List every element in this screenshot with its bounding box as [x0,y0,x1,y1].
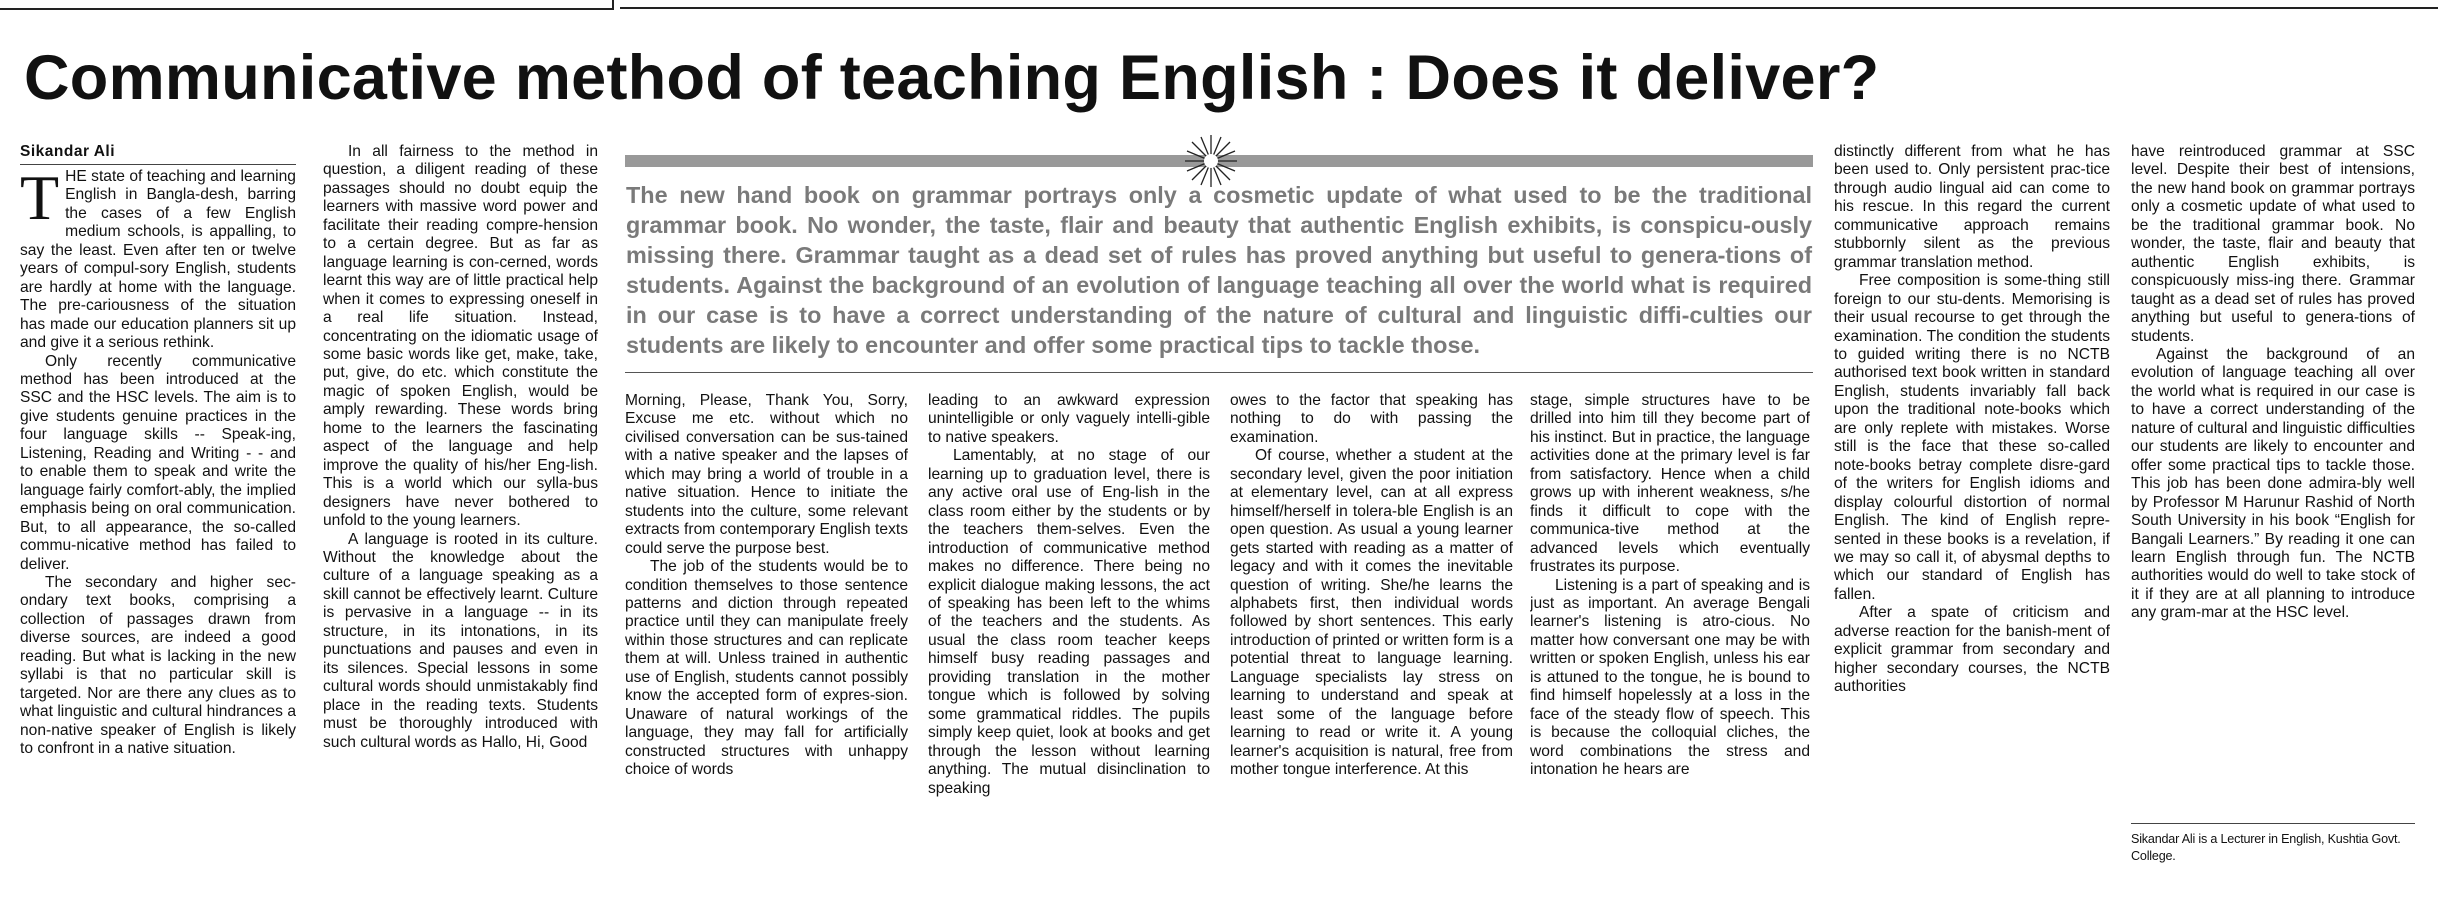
byline: Sikandar Ali [20,143,296,165]
article-column-4 [928,392,1210,897]
article-paragraph: The secondary and higher sec-ondary text books, comprising a collection of passages drawn from diverse sources, are indeed a good reading. But what is lacking in the new syllabi is that no particular skill is targeted. Nor are there any clues as to what linguistic and cultural hindrances a non-native speaker of English is likely to confront in a native situation. [20,573,296,758]
article-paragraph: stage, simple structures have to be drilled into him till they become part of his instinct. But in practice, the language activities done at the primary level is far from satisfactory. Hence when a child grows up with inherent weakness, s/he finds it difficult to cope with the communica-tive method at the advanced levels which eventually frustrates its purpose. [1530,392,1810,576]
author-note: Sikandar Ali is a Lecturer in English, Kushtia Govt. College. [2131,832,2401,863]
top-rule-right [620,0,2438,9]
article-column-6 [1530,392,1810,897]
article-paragraph: owes to the factor that speaking has nothing to do with passing the examination. [1230,392,1513,446]
article-paragraph: Lamentably, at no stage of our learning up to graduation level, there is any active oral use of Eng-lish in the class room either by the students or by the teachers them-selves. Even the introduction of communicative method makes no difference. There being no explicit dialogue making lessons, the act of speaking has been left to the whims of the teachers and the students. As usual the class room teacher keeps himself busy reading passages and providing translation in the mother tongue which is followed by solving some grammatical riddles. The pupils simply keep quiet, look at books and get through the lesson without learning anything. The mutual disinclination to speaking [928,447,1210,797]
article-paragraph: have reintroduced grammar at SSC level. Despite their best of intensions, the new hand book on grammar portrays only a cosmetic update of what used to be the traditional grammar book. No wonder, the taste, flair and beauty that authentic English exhibits, is conspicuously miss-ing there. Grammar taught as a dead set of rules has proved anything but useful to genera-tions of students. [2131,143,2415,345]
article-paragraph: leading to an awkward expression unintelligible or only vaguely intelli-gible to native speakers. [928,392,1210,446]
article-paragraph: distinctly different from what he has been used to. Only persistent prac-tice through audio lingual aid can come to his rescue. In this regard the current communicative approach remains stubbornly silent as the previous grammar translation method. [1834,143,2110,271]
article-paragraph: Listening is a part of speaking and is just as important. An average Bengali learner's listening is atro-cious. No matter how conversant one may be with written or spoken English, unless his ear is attuned to the tongue, he is bound to find himself hopelessly at a loss in the face of the steady flow of speech. This is because the colloquial cliches, the word combinations the stress and intonation he hears are [1530,576,1810,779]
article-column-2 [323,143,598,897]
article-paragraph: Morning, Please, Thank You, Sorry, Excuse me etc. without which no civilised conversation can be sus-tained with a native speaker and the lapses of which may bring a world of trouble in a native situation. Hence to initiate the students into the culture, some relevant extracts from contemporary English texts could serve the purpose best. [625,392,908,557]
article-paragraph: The job of the students would be to condition themselves to those sentence patterns and diction through repeated practice until they can manipulate freely within those structures and can replicate them at will. Unless trained in authentic use of English, students cannot possibly know the accepted form of expres-sion. Unaware of natural workings of the language, they may fall for artificially constructed structures with unhappy choice of words [625,558,908,779]
article-column-5 [1230,392,1513,897]
article-column-3 [625,392,908,897]
pullquote-underline [625,372,1813,373]
top-rule-left [0,0,614,10]
article-paragraph: Against the background of an evolution of language teaching all over the world what is required in our case is to have a correct understanding of the nature of cultural and linguistic difficulties our students are likely to encounter and offer some practical tips to tackle those. This job has been done admira-bly well by Professor M Harunur Rashid of North South University in his book “English for Bangali Learners.” By reading it one can learn English through fun. The NCTB authorities would do well to take stock of it if they are at all planning to introduce any gram-mar at the HSC level. [2131,345,2415,622]
pullquote: The new hand book on grammar portrays only a cosmetic update of what used to be the traditional grammar book. No wonder, the taste, flair and beauty that authentic English exhibits, is conspicu-ously missing there. Grammar taught as a dead set of rules has proved anything but useful to genera-tions of students. Against the background of an evolution of language teaching all over the world what is required in our case is to have a correct understanding of the nature of cultural and linguistic diffi-culties our students are likely to encounter and offer some practical tips to tackle those. [626,182,1812,358]
article-paragraph: Of course, whether a student at the secondary level, given the poor initiation at elementary level, can at all express himself/herself in tolera-ble English is an open question. As usual a young learner gets started with reading as a matter of legacy and with it comes the inevitable question of writing. She/he learns the alphabets first, then individual words followed by short sentences. This early introduction of printed or written form is a potential threat to language learning. Language specialists lay stress on learning to understand and speak at least some of the language before learning to read or write it. A young learner's acquisition is natural, free from mother tongue interference. At this [1230,447,1513,779]
headline: Communicative method of teaching English : Does it deliver? [24,43,1880,113]
article-paragraph: A language is rooted in its culture. Without the knowledge about the culture of a language speaking as a skill cannot be effectively learnt. Culture is pervasive in a language -- in its structure, in its intonations, in its punctuations and pauses and even in its silences. Special lessons in some cultural words should unmistakably find place in the reading texts. Students must be thoroughly introduced with such cultural words as Hallo, Hi, Good [323,530,598,751]
footnote-rule [2131,823,2415,824]
article-paragraph-text: HE state of teaching and learning English in Bangla-desh, barring the cases of a few English medium schools, is appalling, to say the least. Even after ten or twelve years of compul-sory English, students are hardly at home with the language. The pre-cariousness of the situation has made our education planners sit up and give it a serious rethink. [20,168,296,352]
article-paragraph: Free composition is some-thing still foreign to our stu-dents. Memorising is their usual recourse to get through the examination. The condition the students to guided writing there is no NCTB authorised text book written in standard English, students invariably fall back upon the traditional note-books which are only replete with mistakes. Worse still is the face that these so-called note-books betray complete disre-gard of the writers for English idioms and display colourful distortion of normal English. The kind of English repre-sented in these books is a revelation, if we may so call it, of abysmal depths to which our standard of English has fallen. [1834,272,2110,603]
article-column-1 [20,168,296,897]
article-paragraph: After a spate of criticism and adverse reaction for the banish-ment of explicit grammar from secondary and higher secondary courses, the NCTB authorities [1834,604,2110,696]
article-paragraph: Only recently communicative method has been introduced at the SSC and the HSC levels. The aim is to give students genuine practices in the four language skills -- Speak-ing, Listening, Reading and Writing - - and to enable them to speak and write the language fairly comfort-ably, the implied emphasis being on oral communication. But, to all appearance, the so-called commu-nicative method has failed to deliver. [20,352,296,573]
article-paragraph [20,168,296,353]
article-paragraph: In all fairness to the method in question, a diligent reading of these passages should no doubt equip the learners with massive word power and facilitate their reading compre-hension to a certain degree. But as far as language learning is con-cerned, words learnt this way are of little practical help when it comes to expressing oneself in a real life situation. Instead, concentrating on the idiomatic usage of some basic words like get, make, take, put, give, do etc. which constitute the magic of spoken English, would be amply rewarding. These words bring home to the learners the fascinating aspect of the language and help improve the quality of his/her Eng-lish. This is a world which our sylla-bus designers have never bothered to unfold to the young learners. [323,143,598,530]
article-column-7 [1834,143,2110,897]
drop-cap: T [20,168,60,233]
article-column-8 [2131,143,2415,813]
